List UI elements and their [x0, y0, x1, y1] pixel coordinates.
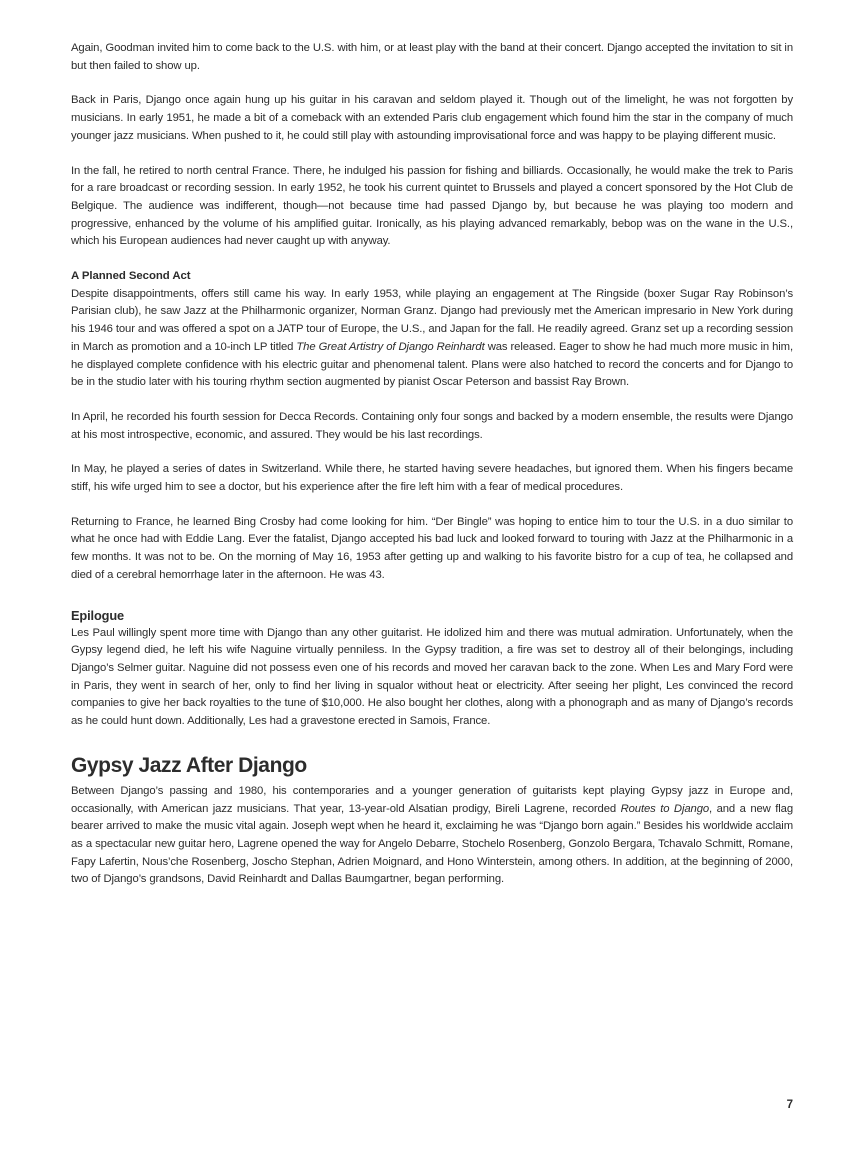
- paragraph-planned-second-act-body: [71, 286, 793, 392]
- paragraph-returning-to-france-death: Returning to France, he learned Bing Crosby had come looking for him. “Der Bingle” was hoping to entice him to tour the U.S. in a duo similar to what he once had with Eddie Lang. Ever the fatalist, Django accepted his bad luck and looked forward to touring with Jazz at the Philharmonic in a few months. It was not to be. On the morning of May 16, 1953 after getting up and walking to his favorite bistro for a cup of tea, he collapsed and died of a cerebral hemorrhage later in the afternoon. He was 43.: [71, 515, 793, 581]
- page-content-column: [71, 40, 793, 889]
- paragraph-back-in-paris: Back in Paris, Django once again hung up his guitar in his caravan and seldom played it. Though out of the limelight, he was not forgotten by musicians. In early 1951, he made a bit of a comeback with an extended Paris club engagement which found him the star in the company of much younger jazz musicians. When pushed to it, he could still play with astounding improvisational force and was happy to be playing different music.: [71, 94, 793, 142]
- page-number: 7: [786, 1099, 793, 1111]
- paragraph-may-switzerland-headaches: In May, he played a series of dates in Switzerland. While there, he started having severe headaches, but ignored them. When his fingers became stiff, his wife urged him to see a doctor, but his experience after the fire left him with a fear of medical procedures.: [71, 463, 793, 494]
- album-title-great-artistry: The Great Artistry of Django Reinhardt: [296, 340, 485, 353]
- paragraph-gypsy-jazz-after-django-body: [71, 783, 793, 889]
- album-title-routes-to-django: Routes to Django: [620, 802, 710, 815]
- paragraph-retired-north-central-france: In the fall, he retired to north central France. There, he indulged his passion for fishing and billiards. Occasionally, he would make the trek to Paris for a rare broadcast or recording session. In early 1952, he took his current quintet to Brussels and played a concert sponsored by the Hot Club de Belgique. The audience was indifferent, though—not because time had passed Django by, but because he was playing too modern and progressive, enhanced by the volume of his amplified guitar. Ironically, as his playing advanced remarkably, bebop was on the wane in the U.S., which his European audiences had never caught up with anyway.: [71, 164, 793, 248]
- paragraph-text-part-2: , and a new flag bearer arrived to make the music vital again. Joseph wept when he heard it, exclaiming he was “Django born again.” Besides his worldwide acclaim as a spectacular new guitar hero, Lagrene opened the way for Angelo Debarre, Stochelo Rosenberg, Gonzolo Bergara, Tchavalo Schmitt, Romane, Fapy Lafertin, Nous’che Rosenberg, Joscho Stephan, Adrien Moignard, and Hono Winterstein, among others. In addition, at the beginning of 2000, two of Django’s grandsons, David Reinhardt and Dallas Baumgartner, began performing.: [71, 802, 793, 886]
- paragraph-goodman-invitation: Again, Goodman invited him to come back to the U.S. with him, or at least play with the band at their concert. Django accepted the invitation to sit in but then failed to show up.: [71, 42, 793, 72]
- paragraph-text-part-1: Between Django’s passing and 1980, his contemporaries and a younger generation of guitarists kept playing Gypsy jazz in Europe and, occasionally, with American jazz musicians. That year, 13-year-old Alsatian prodigy, Bireli Lagrene, recorded: [71, 784, 793, 815]
- subheading-a-planned-second-act: A Planned Second Act: [71, 270, 191, 283]
- spacer-before-epilogue: [71, 585, 793, 607]
- spacer-before-major-heading: [71, 731, 793, 753]
- paragraph-text-part-1: Despite disappointments, offers still came his way. In early 1953, while playing an engagement at The Ringside (boxer Sugar Ray Robinson’s Parisian club), he saw Jazz at the Philharmonic organizer, Norman Granz. Django had previously met the American impresario in New York during his 1946 tour and was offered a spot on a JATP tour of Europe, the U.S., and Japan for the fall. He readily agreed. Granz set up a recording session in March as promotion and a 10-inch LP titled: [71, 287, 793, 353]
- paragraph-april-decca-session: In April, he recorded his fourth session for Decca Records. Containing only four songs and backed by a modern ensemble, the results were Django at his most introspective, economic, and assured. They would be his last recordings.: [71, 410, 793, 441]
- heading-gypsy-jazz-after-django: Gypsy Jazz After Django: [71, 753, 307, 777]
- paragraph-text-part-2: was released. Eager to show he had much more music in him, he displayed complete confidence with his electric guitar and phenomenal talent. Plans were also hatched to record the concerts and for Django to be in the studio later with his touring rhythm section augmented by pianist Oscar Peterson and bassist Ray Brown.: [71, 340, 793, 389]
- heading-epilogue: Epilogue: [71, 607, 125, 623]
- paragraph-epilogue-les-paul: Les Paul willingly spent more time with Django than any other guitarist. He idolized him and there was mutual admiration. Unfortunately, when the Gypsy legend died, he left his wife Naguine virtually penniless. In the Gypsy tradition, a fire was set to destroy all of their belongings, including Django’s Selmer guitar. Naguine did not possess even one of his records and moved her caravan back to the zone. When Les and Mary Ford were in Paris, they went in search of her, only to find her living in squalor without heat or electricity. After seeing her plight, Les convinced the record companies to give her back royalties to the tune of $10,000. He also bought her clothes, along with a phonograph and as many of Django’s records as he could hunt down. Additionally, Les had a gravestone erected in Samois, France.: [71, 626, 793, 728]
